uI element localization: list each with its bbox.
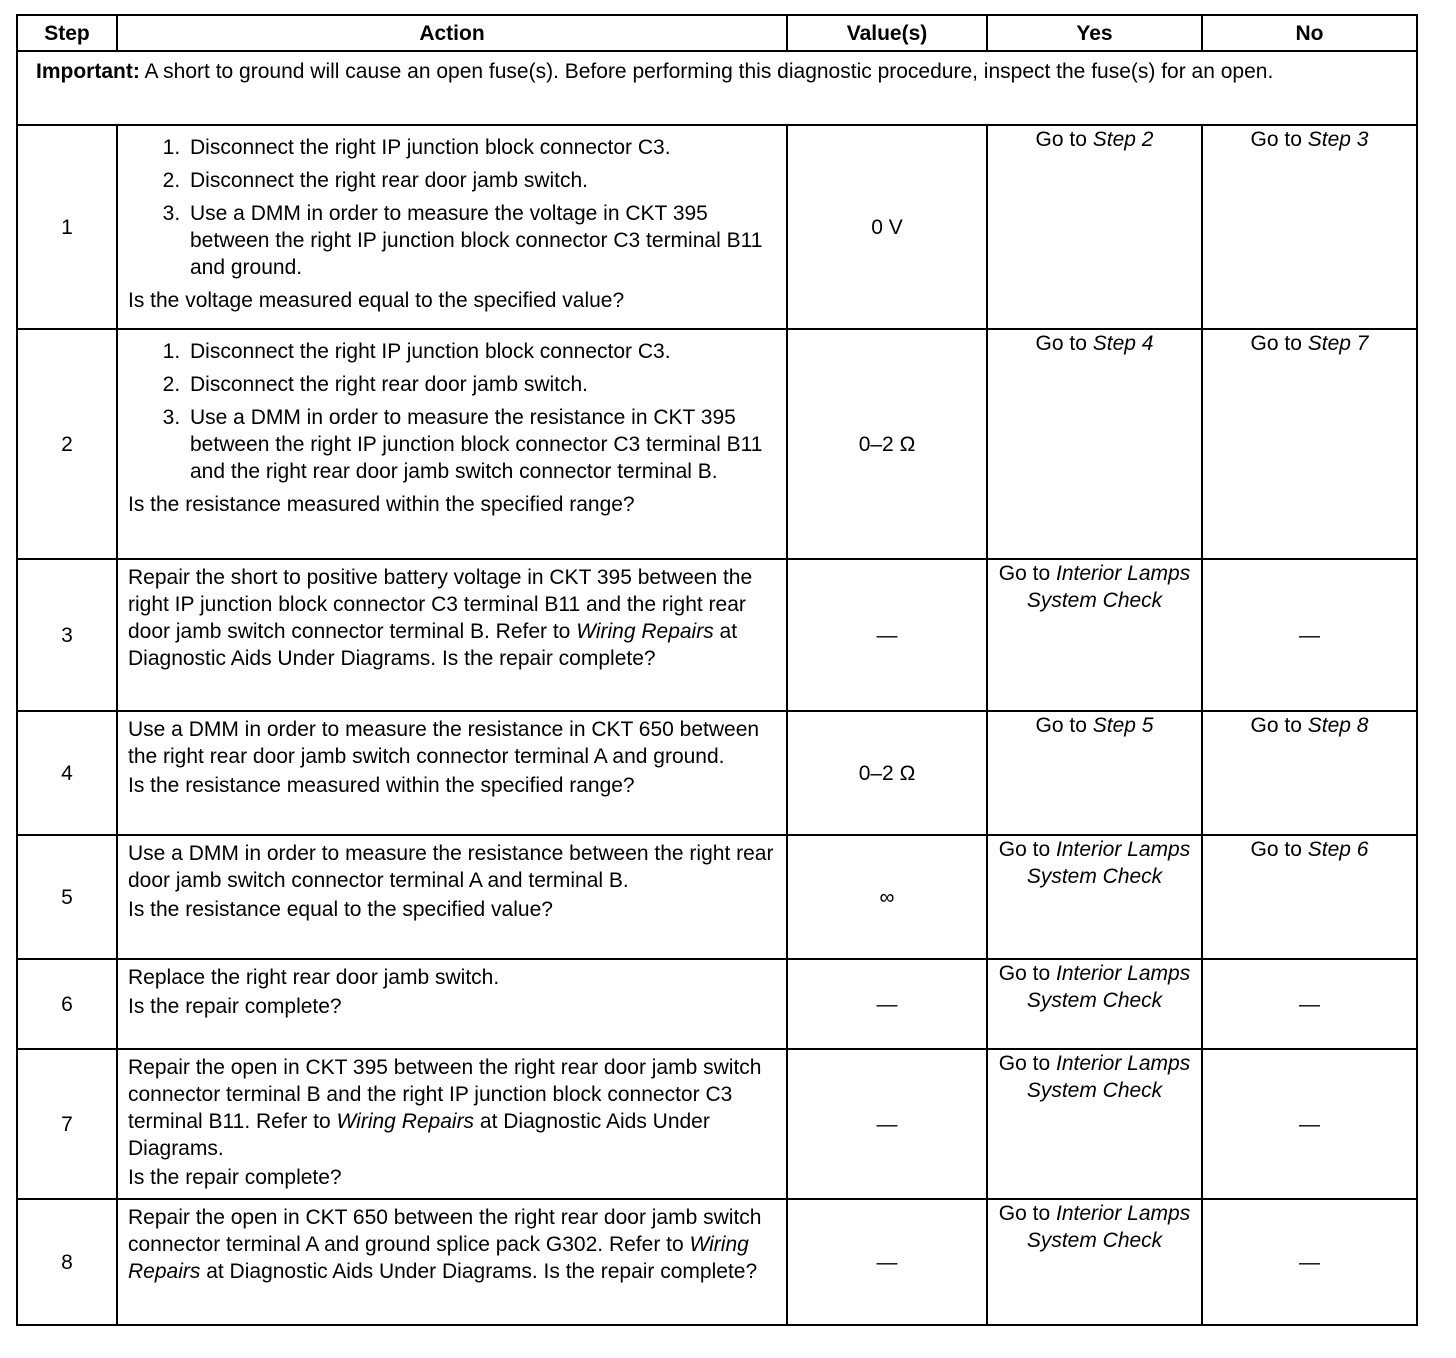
table-row-step-7	[17, 1049, 1417, 1199]
table-row-step-6	[17, 959, 1417, 1049]
header-step: Step	[17, 15, 117, 51]
table-row-step-8	[17, 1199, 1417, 1325]
table-row-step-1	[17, 125, 1417, 329]
yes-cell	[987, 835, 1202, 959]
important-note-row	[17, 51, 1417, 125]
yes-target-link[interactable]: Interior Lamps System Check	[1026, 562, 1191, 612]
action-step-item: 2. Disconnect the right rear door jamb switch.	[186, 167, 778, 194]
no-cell: —	[1202, 1049, 1417, 1199]
action-text-start: Repair the open in CKT 650 between the right rear door jamb switch connector terminal A and ground splice pack G302. Refer to	[128, 1206, 762, 1256]
header-no: No	[1202, 15, 1417, 51]
wiring-repairs-ref[interactable]: Wiring Repairs	[576, 620, 714, 643]
important-text: A short to ground will cause an open fuse(s). Before performing this diagnostic procedure, inspect the fuse(s) for an open.	[139, 60, 1274, 83]
action-text: Use a DMM in order to measure the resistance in CKT 650 between the right rear door jamb switch connector terminal A and ground.	[128, 718, 760, 768]
action-cell	[117, 711, 787, 835]
important-note	[17, 51, 1417, 125]
no-cell: —	[1202, 559, 1417, 711]
table-row-step-5	[17, 835, 1417, 959]
step-number: 2	[17, 329, 117, 559]
yes-prefix: Go to	[1035, 714, 1093, 737]
yes-cell	[987, 559, 1202, 711]
step-number: 6	[17, 959, 117, 1049]
yes-target-link[interactable]: Interior Lamps System Check	[1026, 962, 1191, 1012]
action-text	[128, 564, 778, 672]
yes-cell	[987, 1199, 1202, 1325]
no-prefix: Go to	[1250, 128, 1308, 151]
value-cell: —	[787, 1199, 987, 1325]
yes-prefix: Go to	[1035, 128, 1093, 151]
action-steps-list	[128, 134, 778, 281]
yes-target-link[interactable]: Interior Lamps System Check	[1026, 1202, 1191, 1252]
action-question: Is the voltage measured equal to the specified value?	[128, 289, 625, 312]
yes-prefix: Go to	[998, 1052, 1056, 1075]
yes-cell	[987, 711, 1202, 835]
action-text: Replace the right rear door jamb switch.	[128, 966, 500, 989]
yes-target-link[interactable]: Step 4	[1092, 332, 1154, 355]
yes-cell	[987, 1049, 1202, 1199]
no-cell	[1202, 711, 1417, 835]
action-question: Is the resistance measured within the specified range?	[128, 774, 635, 797]
yes-target-link[interactable]: Step 5	[1092, 714, 1154, 737]
action-step-item: 1. Disconnect the right IP junction block connector C3.	[186, 338, 778, 365]
value-cell: —	[787, 959, 987, 1049]
no-target-link[interactable]: Step 8	[1307, 714, 1369, 737]
yes-cell	[987, 329, 1202, 559]
action-step-item: 3. Use a DMM in order to measure the voltage in CKT 395 between the right IP junction block connector C3 terminal B11 and ground.	[186, 200, 778, 281]
yes-target-link[interactable]: Step 2	[1092, 128, 1154, 151]
table-row-step-3	[17, 559, 1417, 711]
no-cell: —	[1202, 959, 1417, 1049]
diagnostic-table	[16, 14, 1418, 1326]
step-number: 1	[17, 125, 117, 329]
step-number: 7	[17, 1049, 117, 1199]
no-cell	[1202, 329, 1417, 559]
no-target-link[interactable]: Step 7	[1307, 332, 1369, 355]
action-question: Is the repair complete?	[128, 995, 342, 1018]
action-step-item: 1. Disconnect the right IP junction block connector C3.	[186, 134, 778, 161]
action-step-item: 3. Use a DMM in order to measure the resistance in CKT 395 between the right IP junction block connector C3 terminal B11 and the right rear door jamb switch connector terminal B.	[186, 404, 778, 485]
action-text-end: at Diagnostic Aids Under Diagrams.	[128, 1110, 710, 1160]
table-row-step-4	[17, 711, 1417, 835]
no-target-link[interactable]: Step 3	[1307, 128, 1369, 151]
value-cell: ∞	[787, 835, 987, 959]
no-prefix: Go to	[1250, 714, 1308, 737]
action-cell	[117, 125, 787, 329]
no-cell: —	[1202, 1199, 1417, 1325]
header-values: Value(s)	[787, 15, 987, 51]
header-row	[17, 15, 1417, 51]
action-text-start: Repair the open in CKT 395 between the right rear door jamb switch connector terminal B and the right IP junction block connector C3 terminal B11. Refer to	[128, 1056, 762, 1133]
yes-prefix: Go to	[998, 1202, 1056, 1225]
action-steps-list	[128, 338, 778, 485]
yes-prefix: Go to	[998, 962, 1056, 985]
step-number: 5	[17, 835, 117, 959]
header-yes: Yes	[987, 15, 1202, 51]
step-number: 3	[17, 559, 117, 711]
action-text-end: at Diagnostic Aids Under Diagrams. Is the repair complete?	[128, 620, 738, 670]
value-cell: 0 V	[787, 125, 987, 329]
action-cell	[117, 1199, 787, 1325]
yes-target-link[interactable]: Interior Lamps System Check	[1026, 1052, 1191, 1102]
wiring-repairs-ref[interactable]: Wiring Repairs	[336, 1110, 475, 1133]
action-question: Is the resistance measured within the specified range?	[128, 493, 635, 516]
action-cell	[117, 559, 787, 711]
important-label: Important:	[36, 60, 140, 83]
no-cell	[1202, 835, 1417, 959]
table-row-step-2	[17, 329, 1417, 559]
action-cell	[117, 835, 787, 959]
yes-target-link[interactable]: Interior Lamps System Check	[1026, 838, 1191, 888]
step-number: 8	[17, 1199, 117, 1325]
action-text-end: at Diagnostic Aids Under Diagrams. Is the repair complete?	[200, 1260, 758, 1283]
action-cell	[117, 959, 787, 1049]
action-cell	[117, 1049, 787, 1199]
yes-prefix: Go to	[998, 838, 1056, 861]
value-cell: 0–2 Ω	[787, 711, 987, 835]
no-prefix: Go to	[1250, 332, 1308, 355]
action-question: Is the resistance equal to the specified value?	[128, 898, 553, 921]
header-action: Action	[117, 15, 787, 51]
wiring-repairs-ref[interactable]: Wiring Repairs	[128, 1233, 749, 1283]
action-text: Use a DMM in order to measure the resistance between the right rear door jamb switch connector terminal A and terminal B.	[128, 842, 774, 892]
yes-cell	[987, 959, 1202, 1049]
action-step-item: 2. Disconnect the right rear door jamb switch.	[186, 371, 778, 398]
yes-prefix: Go to	[1035, 332, 1093, 355]
yes-prefix: Go to	[998, 562, 1056, 585]
value-cell: —	[787, 1049, 987, 1199]
no-target-link[interactable]: Step 6	[1307, 838, 1369, 861]
value-cell: —	[787, 559, 987, 711]
value-cell: 0–2 Ω	[787, 329, 987, 559]
step-number: 4	[17, 711, 117, 835]
yes-cell	[987, 125, 1202, 329]
action-cell	[117, 329, 787, 559]
action-text-start: Repair the short to positive battery voltage in CKT 395 between the right IP junction block connector C3 terminal B11 and the right rear door jamb switch connector terminal B. Refer to	[128, 566, 753, 643]
action-text	[128, 1054, 778, 1162]
no-prefix: Go to	[1250, 838, 1308, 861]
action-text	[128, 1204, 778, 1285]
action-question: Is the repair complete?	[128, 1166, 342, 1189]
no-cell	[1202, 125, 1417, 329]
